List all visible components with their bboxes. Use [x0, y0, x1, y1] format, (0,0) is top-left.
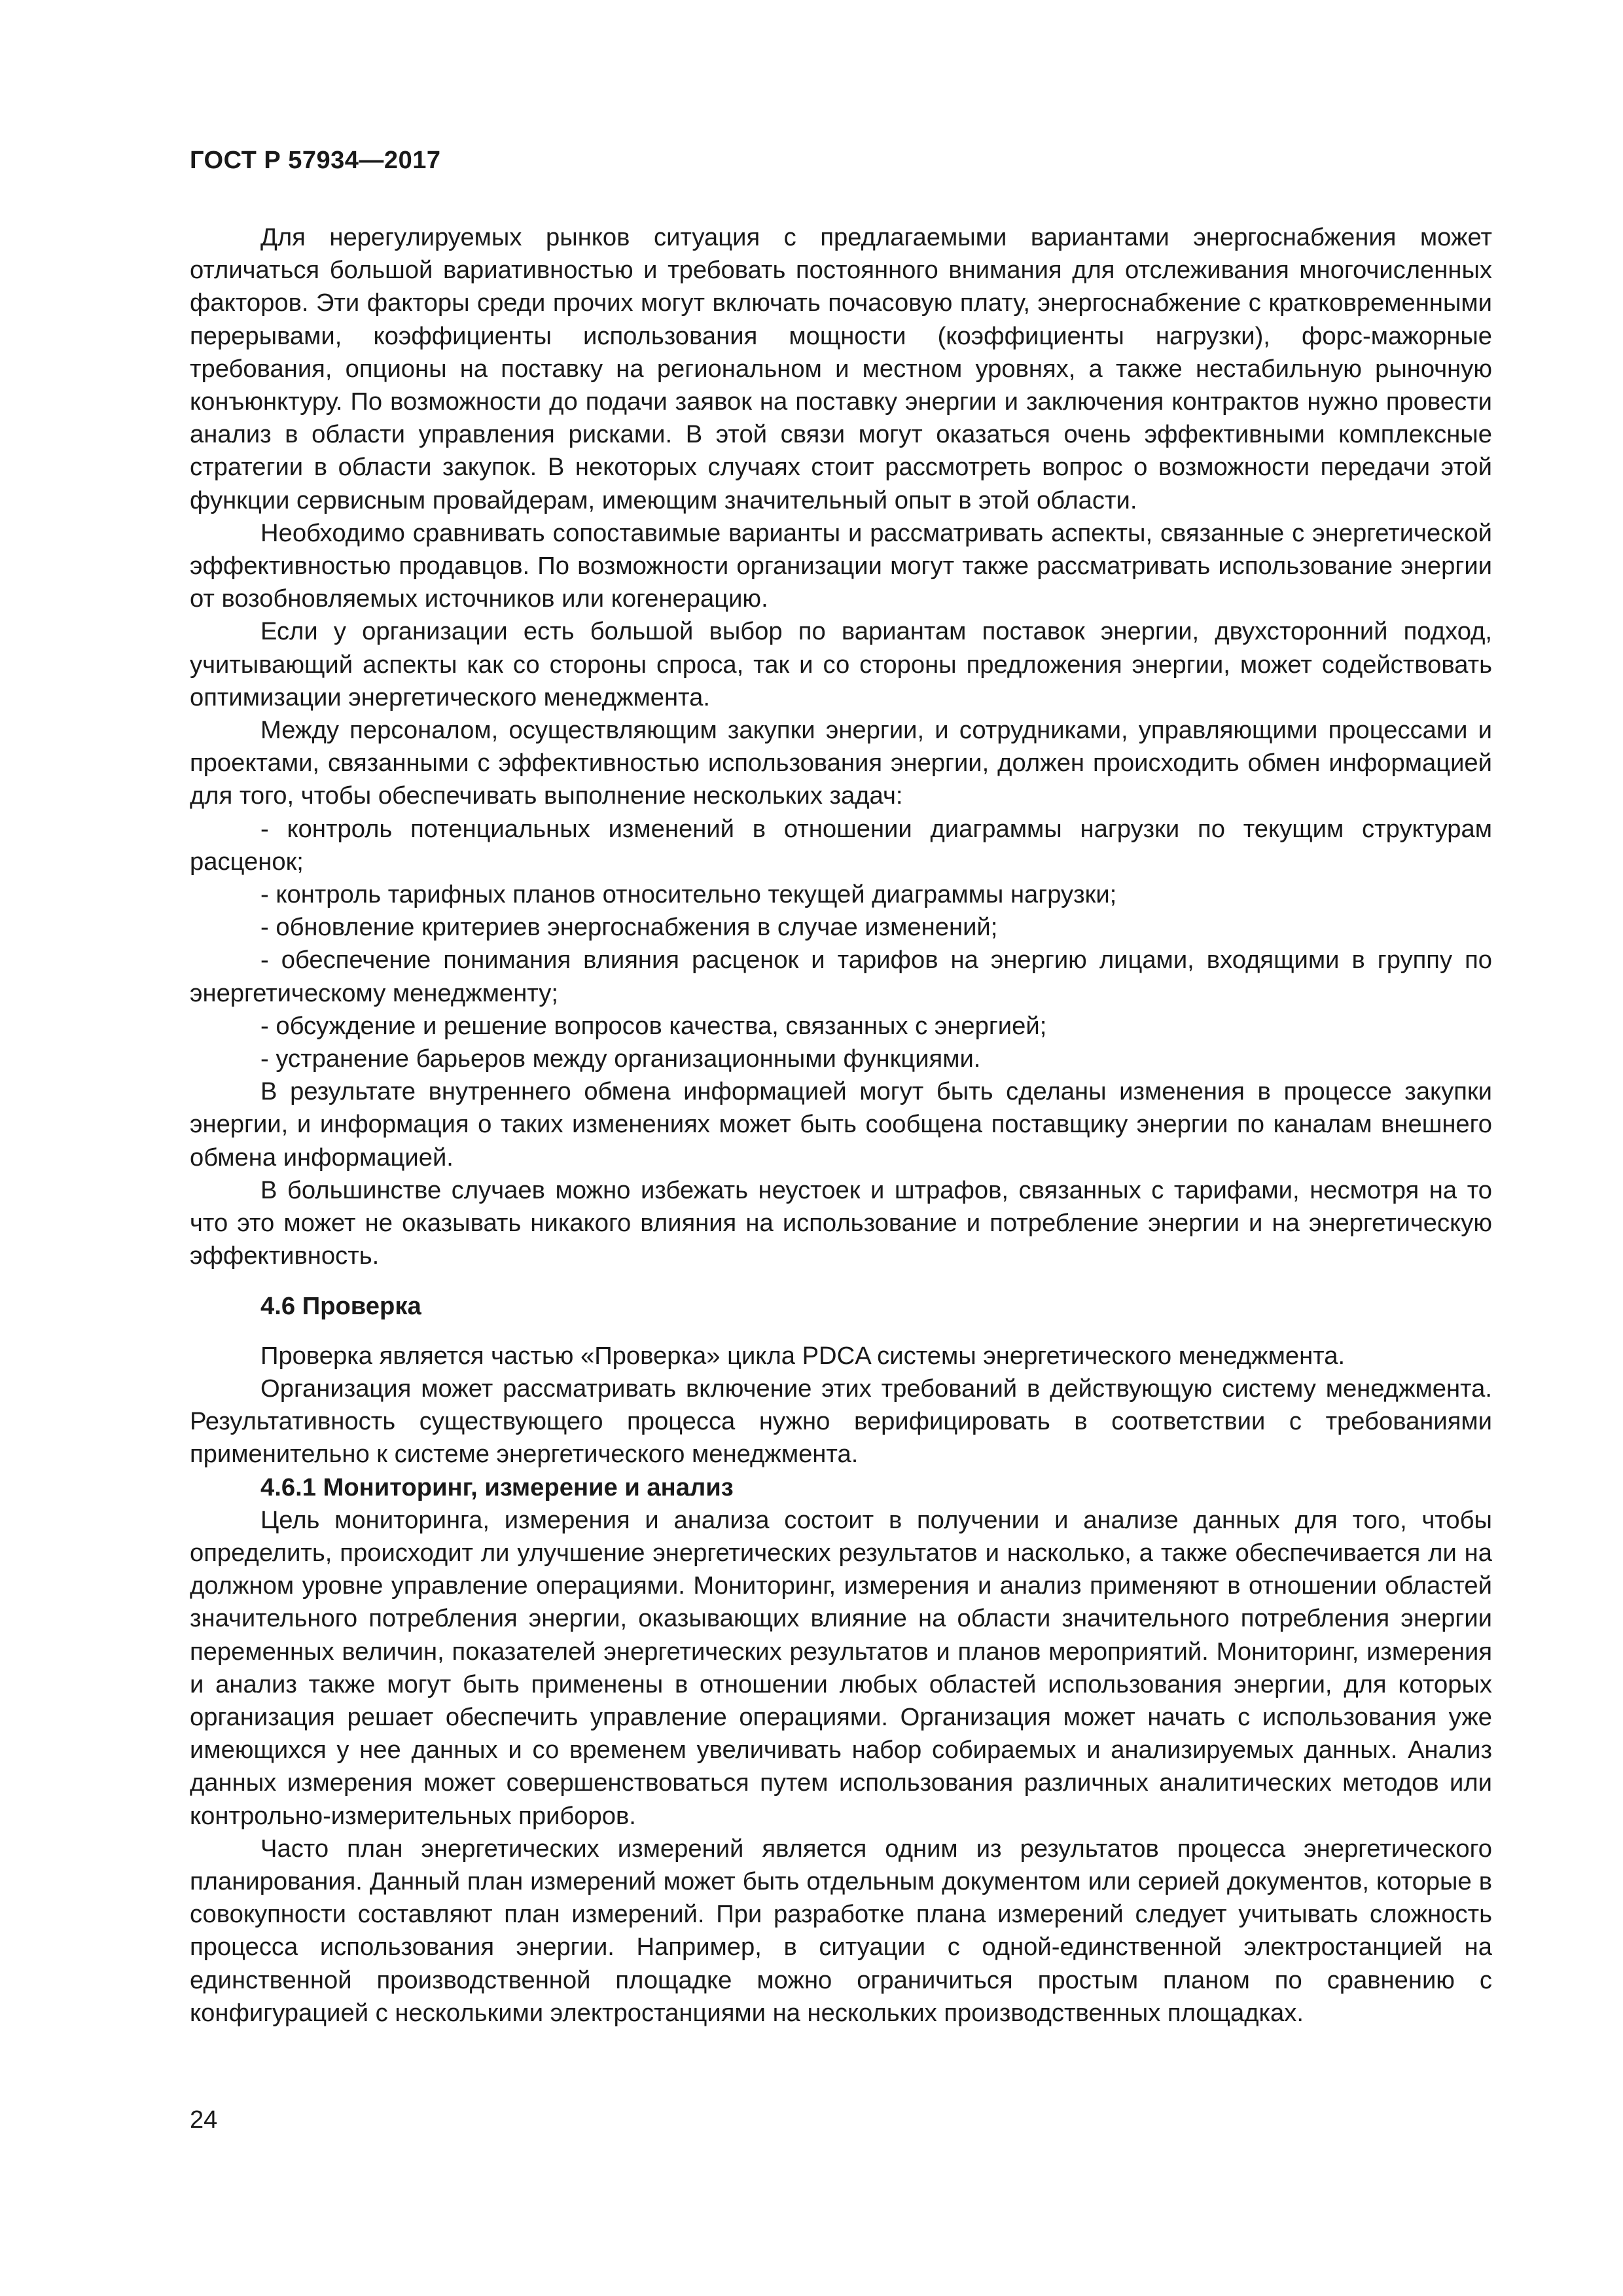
- list-item: - контроль потенциальных изменений в отношении диаграммы нагрузки по текущим структурам расценок;: [190, 814, 1492, 876]
- paragraph: Между персоналом, осуществляющим закупки энергии, и сотрудниками, управляющими процессами и проектами, связанными с эффективностью использования энергии, должен происходить обмен информацией для того, чтобы обеспечивать выполнение нескольких задач:: [190, 716, 1492, 810]
- paragraph: Организация может рассматривать включение этих требований в действующую систему менеджмента. Результативность существующего процесса нужно верифицировать в соответствии с требованиями применительно к системе энергетического менеджмента.: [190, 1374, 1492, 1469]
- paragraph: В большинстве случаев можно избежать неустоек и штрафов, связанных с тарифами, несмотря на то что это может не оказывать никакого влияния на использование и потребление энергии и на энергетическую эффективность.: [190, 1175, 1492, 1270]
- page-number: 24: [190, 2106, 218, 2134]
- paragraph: Проверка является частью «Проверка» цикла PDCA системы энергетического менеджмента.: [260, 1341, 1346, 1370]
- paragraph: Необходимо сравнивать сопоставимые варианты и рассматривать аспекты, связанные с энергетической эффективностью продавцов. По возможности организации могут также рассматривать использование энергии от возобновляемых источников или когенерацию.: [190, 518, 1492, 613]
- list-item: - обеспечение понимания влияния расценок и тарифов на энергию лицами, входящими в группу по энергетическому менеджменту;: [190, 946, 1492, 1007]
- document-body: [190, 221, 1492, 2030]
- paragraph: Часто план энергетических измерений является одним из результатов процесса энергетического планирования. Данный план измерений может быть отдельным документом или серией документов, которые в совокупности составляют план измерений. При разработке плана измерений следует учитывать сложность процесса использования энергии. Например, в ситуации с одной-единственной электростанцией на единственной производственной площадке можно ограничиться простым планом по сравнению с конфигурацией с несколькими электростанциями на нескольких производственных площадках.: [190, 1834, 1492, 2027]
- document-header: ГОСТ Р 57934—2017: [190, 147, 441, 174]
- list-item: - обновление критериев энергоснабжения в случае изменений;: [260, 913, 998, 942]
- list-item: - обсуждение и решение вопросов качества, связанных с энергией;: [260, 1011, 1047, 1040]
- list-item: - устранение барьеров между организационными функциями.: [260, 1045, 981, 1073]
- paragraph: Цель мониторинга, измерения и анализа состоит в получении и анализе данных для того, чтобы определить, происходит ли улучшение энергетических результатов и насколько, а также обеспечивается ли на должном уровне управление операциями. Мониторинг, измерения и анализ применяют в отношении областей значительного потребления энергии, оказывающих влияние на области значительного потребления энергии переменных величин, показателей энергетических результатов и планов мероприятий. Мониторинг, измерения и анализ также могут быть применены в отношении любых областей использования энергии, для которых организация решает обеспечить управление операциями. Организация может начать с использования уже имеющихся у нее данных и со временем увеличивать набор собираемых и анализируемых данных. Анализ данных измерения может совершенствоваться путем использования различных аналитических методов или контрольно-измерительных приборов.: [190, 1505, 1492, 1830]
- list-item: - контроль тарифных планов относительно текущей диаграммы нагрузки;: [260, 880, 1117, 909]
- subsection-heading: 4.6.1 Мониторинг, измерение и анализ: [260, 1473, 734, 1501]
- paragraph: Если у организации есть большой выбор по вариантам поставок энергии, двухсторонний подход, учитывающий аспекты как со стороны спроса, так и со стороны предложения энергии, может содействовать оптимизации энергетического менеджмента.: [190, 617, 1492, 711]
- section-heading: 4.6 Проверка: [260, 1291, 421, 1320]
- paragraph: В результате внутреннего обмена информацией могут быть сделаны изменения в процессе закупки энергии, и информация о таких изменениях может быть сообщена поставщику энергии по каналам внешнего обмена информацией.: [190, 1077, 1492, 1172]
- paragraph: Для нерегулируемых рынков ситуация с предлагаемыми вариантами энергоснабжения может отличаться большой вариативностью и требовать постоянного внимания для отслеживания многочисленных факторов. Эти факторы среди прочих могут включать почасовую плату, энергоснабжение с кратковременными перерывами, коэффициенты использования мощности (коэффициенты нагрузки), форс-мажорные требования, опционы на поставку на региональном и местном уровнях, а также нестабильную рыночную конъюнктуру. По возможности до подачи заявок на поставку энергии и заключения контрактов нужно провести анализ в области управления рисками. В этой связи могут оказаться очень эффективными комплексные стратегии в области закупок. В некоторых случаях стоит рассмотреть вопрос о возможности передачи этой функции сервисным провайдерам, имеющим значительный опыт в этой области.: [190, 223, 1492, 514]
